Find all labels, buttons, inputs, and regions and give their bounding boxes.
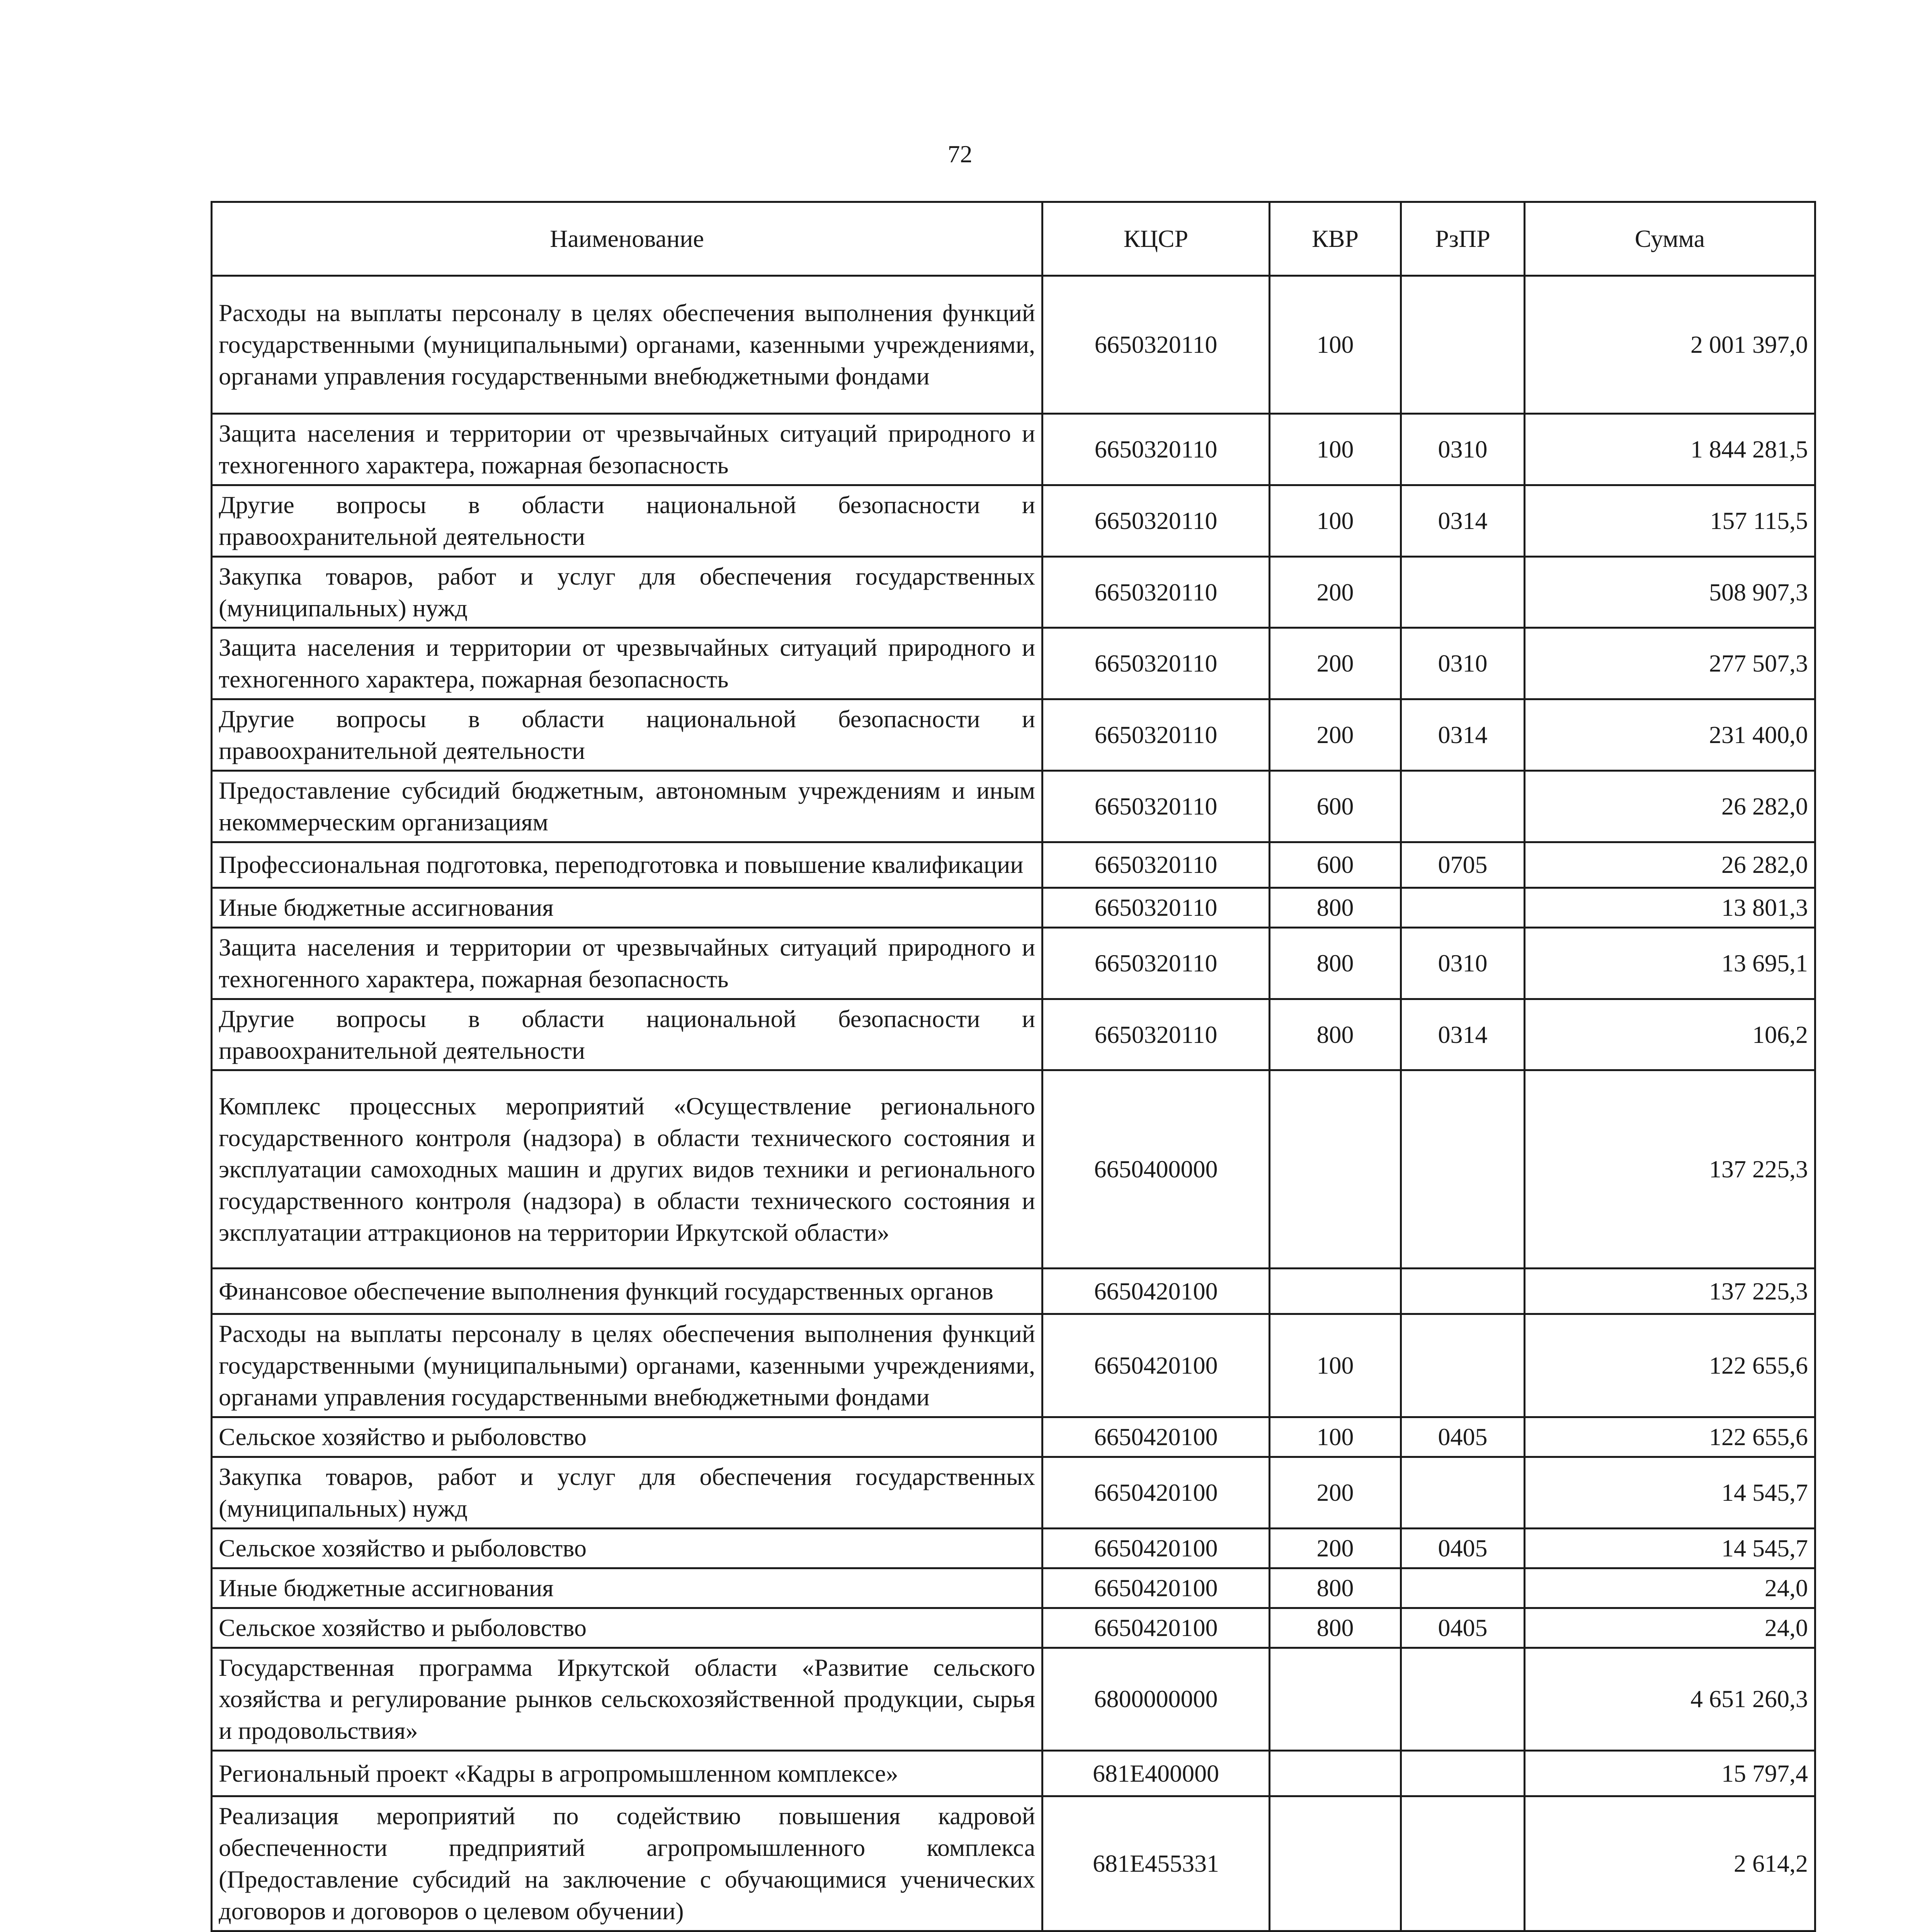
cell-kvr: 200 xyxy=(1270,628,1401,699)
budget-table xyxy=(211,201,1816,1932)
cell-sum: 231 400,0 xyxy=(1525,699,1815,771)
cell-name: Защита населения и территории от чрезвычайных ситуаций природного и техногенного характера, пожарная безопасность xyxy=(212,927,1042,999)
table-row xyxy=(212,485,1815,556)
cell-kcsr: 6650320110 xyxy=(1042,276,1270,414)
cell-kvr: 100 xyxy=(1270,1314,1401,1417)
cell-kcsr: 6650420100 xyxy=(1042,1417,1270,1457)
cell-kvr: 100 xyxy=(1270,1417,1401,1457)
cell-sum: 14 545,7 xyxy=(1525,1457,1815,1529)
cell-sum: 277 507,3 xyxy=(1525,628,1815,699)
header-sum: Сумма xyxy=(1525,202,1815,276)
table-row xyxy=(212,1568,1815,1608)
table-row xyxy=(212,1528,1815,1568)
cell-kvr: 800 xyxy=(1270,999,1401,1070)
cell-kcsr: 6650400000 xyxy=(1042,1070,1270,1269)
table-row xyxy=(212,1269,1815,1314)
table-row xyxy=(212,771,1815,842)
cell-sum: 14 545,7 xyxy=(1525,1528,1815,1568)
cell-name: Профессиональная подготовка, переподготовка и повышение квалификации xyxy=(212,842,1042,888)
cell-name: Расходы на выплаты персоналу в целях обеспечения выполнения функций государственными (муниципальными) органами, казенными учреждениями, органами управления государственными внебюджетными фондами xyxy=(212,276,1042,414)
cell-rzpr: 0314 xyxy=(1401,699,1525,771)
cell-rzpr xyxy=(1401,276,1525,414)
cell-rzpr: 0310 xyxy=(1401,414,1525,485)
cell-name: Иные бюджетные ассигнования xyxy=(212,888,1042,927)
cell-rzpr xyxy=(1401,1568,1525,1608)
cell-sum: 137 225,3 xyxy=(1525,1269,1815,1314)
header-kcsr: КЦСР xyxy=(1042,202,1270,276)
cell-sum: 157 115,5 xyxy=(1525,485,1815,556)
cell-name: Сельское хозяйство и рыболовство xyxy=(212,1608,1042,1648)
cell-name: Реализация мероприятий по содействию повышения кадровой обеспеченности предприятий агропромышленного комплекса (Предоставление субсидий на заключение с обучающимися ученических договоров и договоров о целевом обучении) xyxy=(212,1796,1042,1931)
cell-kcsr: 6650320110 xyxy=(1042,842,1270,888)
cell-sum: 122 655,6 xyxy=(1525,1314,1815,1417)
cell-rzpr xyxy=(1401,1457,1525,1529)
header-rzpr: РзПР xyxy=(1401,202,1525,276)
cell-sum: 24,0 xyxy=(1525,1568,1815,1608)
cell-name: Расходы на выплаты персоналу в целях обеспечения выполнения функций государственными (муниципальными) органами, казенными учреждениями, органами управления государственными внебюджетными фондами xyxy=(212,1314,1042,1417)
table-row xyxy=(212,276,1815,414)
cell-rzpr: 0310 xyxy=(1401,927,1525,999)
cell-kcsr: 6650320110 xyxy=(1042,888,1270,927)
table-body xyxy=(212,276,1815,1932)
cell-kvr: 200 xyxy=(1270,1528,1401,1568)
cell-kcsr: 6650420100 xyxy=(1042,1568,1270,1608)
cell-rzpr xyxy=(1401,771,1525,842)
cell-kcsr: 6800000000 xyxy=(1042,1648,1270,1751)
cell-rzpr: 0310 xyxy=(1401,628,1525,699)
cell-rzpr xyxy=(1401,1648,1525,1751)
cell-kvr: 600 xyxy=(1270,771,1401,842)
cell-sum: 122 655,6 xyxy=(1525,1417,1815,1457)
cell-name: Предоставление субсидий бюджетным, автономным учреждениям и иным некоммерческим организациям xyxy=(212,771,1042,842)
cell-rzpr: 0405 xyxy=(1401,1417,1525,1457)
cell-name: Защита населения и территории от чрезвычайных ситуаций природного и техногенного характера, пожарная безопасность xyxy=(212,628,1042,699)
cell-name: Государственная программа Иркутской области «Развитие сельского хозяйства и регулирование рынков сельскохозяйственной продукции, сырья и продовольствия» xyxy=(212,1648,1042,1751)
cell-name: Финансовое обеспечение выполнения функций государственных органов xyxy=(212,1269,1042,1314)
table-row xyxy=(212,1314,1815,1417)
cell-kvr: 200 xyxy=(1270,699,1401,771)
cell-name: Другие вопросы в области национальной безопасности и правоохранительной деятельности xyxy=(212,699,1042,771)
table-row xyxy=(212,1457,1815,1529)
cell-kvr: 800 xyxy=(1270,888,1401,927)
cell-rzpr: 0314 xyxy=(1401,485,1525,556)
cell-kvr: 800 xyxy=(1270,927,1401,999)
cell-name: Защита населения и территории от чрезвычайных ситуаций природного и техногенного характера, пожарная безопасность xyxy=(212,414,1042,485)
table-row xyxy=(212,1796,1815,1931)
cell-kvr: 200 xyxy=(1270,1457,1401,1529)
cell-sum: 508 907,3 xyxy=(1525,556,1815,628)
cell-rzpr: 0405 xyxy=(1401,1528,1525,1568)
cell-rzpr: 0405 xyxy=(1401,1608,1525,1648)
cell-kvr: 100 xyxy=(1270,276,1401,414)
cell-kvr xyxy=(1270,1796,1401,1931)
cell-kcsr: 6650420100 xyxy=(1042,1608,1270,1648)
cell-rzpr xyxy=(1401,1796,1525,1931)
cell-rzpr: 0314 xyxy=(1401,999,1525,1070)
cell-kvr: 800 xyxy=(1270,1568,1401,1608)
table-row xyxy=(212,1608,1815,1648)
cell-sum: 15 797,4 xyxy=(1525,1751,1815,1796)
header-name: Наименование xyxy=(212,202,1042,276)
table-row xyxy=(212,1648,1815,1751)
table-row xyxy=(212,1751,1815,1796)
cell-kcsr: 6650320110 xyxy=(1042,414,1270,485)
cell-kvr: 200 xyxy=(1270,556,1401,628)
table-row xyxy=(212,842,1815,888)
cell-rzpr: 0705 xyxy=(1401,842,1525,888)
cell-rzpr xyxy=(1401,556,1525,628)
cell-kcsr: 681E400000 xyxy=(1042,1751,1270,1796)
cell-rzpr xyxy=(1401,1314,1525,1417)
cell-name: Комплекс процессных мероприятий «Осуществление регионального государственного контроля (надзора) в области технического состояния и эксплуатации самоходных машин и других видов техники и регионального государственного контроля (надзора) в области технического состояния и эксплуатации аттракционов на территории Иркутской области» xyxy=(212,1070,1042,1269)
cell-sum: 13 801,3 xyxy=(1525,888,1815,927)
table-row xyxy=(212,1417,1815,1457)
cell-sum: 2 614,2 xyxy=(1525,1796,1815,1931)
cell-kcsr: 6650320110 xyxy=(1042,556,1270,628)
cell-kcsr: 6650320110 xyxy=(1042,699,1270,771)
cell-kcsr: 6650420100 xyxy=(1042,1269,1270,1314)
cell-name: Сельское хозяйство и рыболовство xyxy=(212,1528,1042,1568)
cell-kvr xyxy=(1270,1269,1401,1314)
table-row xyxy=(212,414,1815,485)
table-row xyxy=(212,999,1815,1070)
cell-kcsr: 6650420100 xyxy=(1042,1457,1270,1529)
table-row xyxy=(212,556,1815,628)
table-row xyxy=(212,1070,1815,1269)
cell-name: Другие вопросы в области национальной безопасности и правоохранительной деятельности xyxy=(212,485,1042,556)
cell-sum: 26 282,0 xyxy=(1525,771,1815,842)
cell-name: Региональный проект «Кадры в агропромышленном комплексе» xyxy=(212,1751,1042,1796)
cell-sum: 4 651 260,3 xyxy=(1525,1648,1815,1751)
cell-kcsr: 6650320110 xyxy=(1042,927,1270,999)
cell-sum: 2 001 397,0 xyxy=(1525,276,1815,414)
cell-kvr: 100 xyxy=(1270,414,1401,485)
cell-kvr xyxy=(1270,1070,1401,1269)
cell-rzpr xyxy=(1401,1751,1525,1796)
cell-kcsr: 6650320110 xyxy=(1042,628,1270,699)
cell-kcsr: 681E455331 xyxy=(1042,1796,1270,1931)
cell-sum: 106,2 xyxy=(1525,999,1815,1070)
table-row xyxy=(212,628,1815,699)
cell-name: Сельское хозяйство и рыболовство xyxy=(212,1417,1042,1457)
cell-kvr: 600 xyxy=(1270,842,1401,888)
cell-sum: 26 282,0 xyxy=(1525,842,1815,888)
cell-rzpr xyxy=(1401,1269,1525,1314)
table-row xyxy=(212,888,1815,927)
cell-kvr xyxy=(1270,1751,1401,1796)
cell-name: Закупка товаров, работ и услуг для обеспечения государственных (муниципальных) нужд xyxy=(212,556,1042,628)
cell-kcsr: 6650320110 xyxy=(1042,999,1270,1070)
cell-kcsr: 6650420100 xyxy=(1042,1528,1270,1568)
cell-sum: 137 225,3 xyxy=(1525,1070,1815,1269)
cell-kvr xyxy=(1270,1648,1401,1751)
table-row xyxy=(212,699,1815,771)
cell-kcsr: 6650420100 xyxy=(1042,1314,1270,1417)
cell-sum: 13 695,1 xyxy=(1525,927,1815,999)
cell-rzpr xyxy=(1401,1070,1525,1269)
page-number: 72 xyxy=(947,140,973,168)
cell-sum: 1 844 281,5 xyxy=(1525,414,1815,485)
cell-name: Иные бюджетные ассигнования xyxy=(212,1568,1042,1608)
cell-kcsr: 6650320110 xyxy=(1042,771,1270,842)
cell-name: Закупка товаров, работ и услуг для обеспечения государственных (муниципальных) нужд xyxy=(212,1457,1042,1529)
table-row xyxy=(212,927,1815,999)
cell-sum: 24,0 xyxy=(1525,1608,1815,1648)
cell-rzpr xyxy=(1401,888,1525,927)
cell-kvr: 800 xyxy=(1270,1608,1401,1648)
cell-kcsr: 6650320110 xyxy=(1042,485,1270,556)
cell-name: Другие вопросы в области национальной безопасности и правоохранительной деятельности xyxy=(212,999,1042,1070)
cell-kvr: 100 xyxy=(1270,485,1401,556)
header-kvr: КВР xyxy=(1270,202,1401,276)
table-header-row xyxy=(212,202,1815,276)
